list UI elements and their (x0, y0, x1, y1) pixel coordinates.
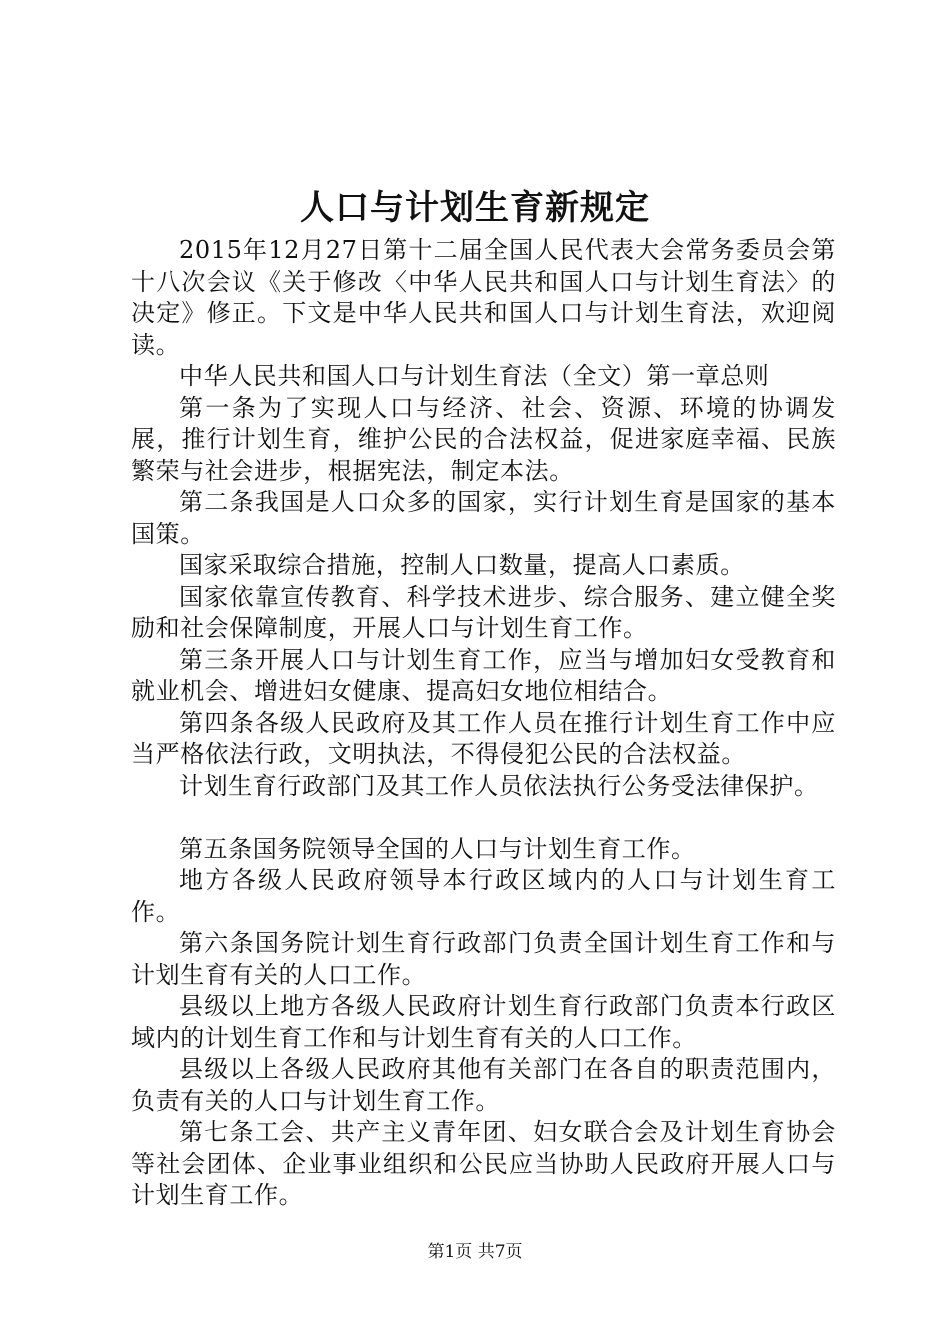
paragraph-article-6-sub-1: 县级以上地方各级人民政府计划生育行政部门负责本行政区域内的计划生育工作和与计划生育有关的人口工作。 (131, 992, 836, 1052)
paragraph-chapter-heading: 中华人民共和国人口与计划生育法（全文）第一章总则 (179, 362, 770, 390)
page-number-footer: 第1页 共7页 (427, 1242, 523, 1262)
paragraph-article-4: 第四条各级人民政府及其工作人员在推行计划生育工作中应当严格依法行政，文明执法，不得侵犯公民的合法权益。 (131, 708, 836, 768)
document-title: 人口与计划生育新规定 (300, 188, 650, 228)
paragraph-article-6-sub-2: 县级以上各级人民政府其他有关部门在各自的职责范围内，负责有关的人口与计划生育工作。 (131, 1055, 836, 1115)
paragraph-article-2-sub-1: 国家采取综合措施，控制人口数量，提高人口素质。 (179, 551, 745, 579)
paragraph-article-5: 第五条国务院领导全国的人口与计划生育工作。 (179, 834, 696, 863)
paragraph-intro: 2015年12月27日第十二届全国人民代表大会常务委员会第十八次会议《关于修改〈中华人民共和国人口与计划生育法〉的决定》修正。下文是中华人民共和国人口与计划生育法，欢迎阅读。 (131, 236, 836, 359)
paragraph-article-1: 第一条为了实现人口与经济、社会、资源、环境的协调发展，推行计划生育，维护公民的合法权益，促进家庭幸福、民族繁荣与社会进步，根据宪法，制定本法。 (131, 393, 836, 485)
paragraph-article-2: 第二条我国是人口众多的国家，实行计划生育是国家的基本国策。 (131, 488, 836, 548)
document-body (131, 235, 836, 1212)
paragraph-article-2-sub-2: 国家依靠宣传教育、科学技术进步、综合服务、建立健全奖励和社会保障制度，开展人口与计划生育工作。 (131, 582, 836, 642)
paragraph-article-5-sub-1: 地方各级人民政府领导本行政区域内的人口与计划生育工作。 (131, 866, 836, 926)
paragraph-article-6: 第六条国务院计划生育行政部门负责全国计划生育工作和与计划生育有关的人口工作。 (131, 929, 836, 989)
paragraph-article-3: 第三条开展人口与计划生育工作，应当与增加妇女受教育和就业机会、增进妇女健康、提高妇女地位相结合。 (131, 645, 836, 705)
paragraph-article-4-sub-1: 计划生育行政部门及其工作人员依法执行公务受法律保护。 (179, 771, 819, 800)
paragraph-article-7: 第七条工会、共产主义青年团、妇女联合会及计划生育协会等社会团体、企业事业组织和公民应当协助人民政府开展人口与计划生育工作。 (131, 1118, 836, 1209)
